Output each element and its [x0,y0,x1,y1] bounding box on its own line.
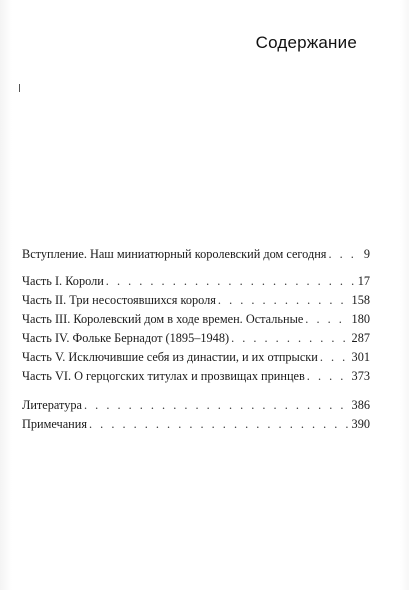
toc-leader-dots [305,311,349,327]
toc-entry-part-6 [22,368,370,384]
toc-entry-page: 9 [363,247,370,261]
toc-entry-label: Часть V. Исключившие себя из династии, и их отпрыски [22,350,318,364]
toc-leader-dots [231,330,349,346]
toc-entry-part-2 [22,292,370,308]
toc-entry-page: 301 [351,350,370,364]
toc-entry-label: Часть I. Короли [22,274,104,288]
toc-entry-notes [22,416,370,432]
toc-entry-label: Часть II. Три несостоявшихся короля [22,293,216,307]
toc-leader-dots [89,416,350,432]
toc-entry-part-1 [22,273,370,289]
toc-entry-page: 373 [351,369,370,383]
toc-entry-label: Вступление. Наш миниатюрный королевский дом сегодня [22,247,327,261]
toc-entry-label: Примечания [22,417,88,431]
toc-leader-dots [307,368,350,384]
toc-leader-dots [320,349,350,365]
toc-leader-dots [218,292,350,308]
toc-entry-page: 390 [351,417,370,431]
toc-entry-part-3 [22,311,370,327]
toc-leader-dots [84,397,350,413]
toc-entry-label: Часть VI. О герцогских титулах и прозвищах принцев [22,369,305,383]
toc-entry-page: 287 [351,331,370,345]
toc-entry-references [22,397,370,413]
toc-entry-page: 158 [351,293,370,307]
toc-entry-page: 17 [357,274,370,288]
toc-leader-dots [328,246,361,262]
toc-leader-dots [106,273,356,289]
toc-entry-label: Литература [22,398,83,412]
page-title: Содержание [255,33,357,52]
toc-entry-page: 180 [351,312,370,326]
margin-mark [19,84,20,92]
toc-entry-page: 386 [351,398,370,412]
toc-entry-label: Часть III. Королевский дом в ходе времен. Остальные [22,312,304,326]
toc-entry-part-5 [22,349,370,365]
toc-entry-part-4 [22,330,370,346]
toc-entry-label: Часть IV. Фольке Бернадот (1895–1948) [22,331,230,345]
toc-entry-intro [22,246,370,262]
